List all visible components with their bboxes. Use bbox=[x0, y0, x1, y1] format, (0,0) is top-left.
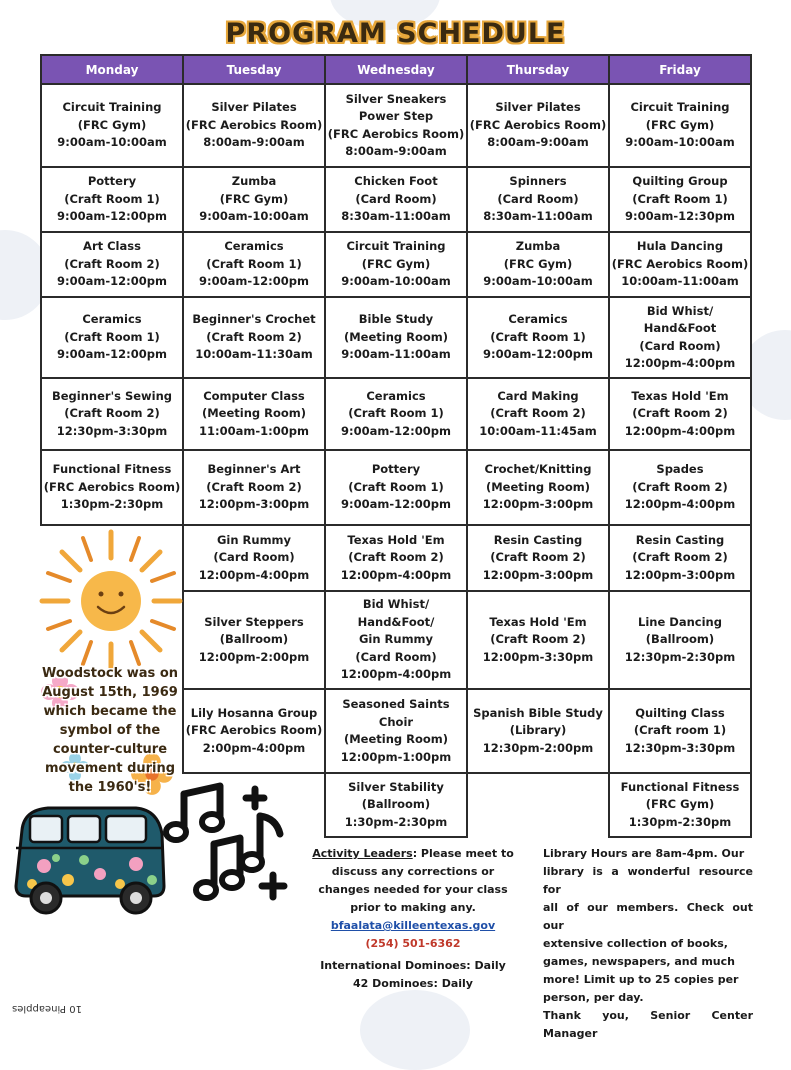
schedule-cell bbox=[466, 83, 610, 168]
woodstock-line: symbol of the bbox=[59, 723, 161, 738]
schedule-cell bbox=[608, 83, 752, 168]
class-name: Ceramics bbox=[508, 312, 568, 327]
class-time: 12:00pm-4:00pm bbox=[340, 567, 452, 582]
class-name: Gin Rummy bbox=[216, 532, 292, 547]
woodstock-line: which became the bbox=[43, 704, 177, 719]
class-room: (Craft Room 2) bbox=[206, 329, 302, 344]
class-room: (FRC Aerobics Room) bbox=[611, 256, 749, 271]
class-room: (FRC Aerobics Room) bbox=[327, 126, 465, 141]
class-time: 9:00am-12:00pm bbox=[483, 347, 593, 362]
class-room: (Craft Room 1) bbox=[348, 479, 444, 494]
class-name: Resin Casting bbox=[635, 532, 725, 547]
class-name: Quilting Class bbox=[635, 705, 725, 720]
schedule-cell bbox=[40, 166, 184, 233]
class-name: Silver Stability bbox=[348, 779, 444, 794]
schedule-cell bbox=[182, 449, 326, 526]
class-name: Card Making bbox=[497, 388, 579, 403]
dominoes-note: International Dominoes: Daily bbox=[320, 959, 506, 972]
class-room: (FRC Gym) bbox=[77, 117, 147, 132]
class-name: Lily Hosanna Group bbox=[190, 705, 318, 720]
class-name: Spades bbox=[656, 462, 704, 477]
schedule-cell bbox=[40, 83, 184, 168]
class-room: (Meeting Room) bbox=[201, 406, 307, 421]
class-room: (Card Room) bbox=[355, 191, 437, 206]
schedule-cell bbox=[608, 772, 752, 838]
note-text: changes needed for your class bbox=[318, 883, 508, 896]
class-room: (Craft Room 2) bbox=[64, 406, 160, 421]
schedule-cell bbox=[182, 377, 326, 451]
class-time: 9:00am-10:00am bbox=[625, 135, 735, 150]
class-room: (Card Room) bbox=[355, 649, 437, 664]
schedule-cell bbox=[608, 296, 752, 379]
class-name: Silver Sneakers bbox=[345, 91, 447, 106]
class-name: Texas Hold 'Em bbox=[347, 532, 445, 547]
class-room: (Library) bbox=[509, 723, 567, 738]
schedule-cell bbox=[40, 377, 184, 451]
class-room: (Craft Room 2) bbox=[632, 479, 728, 494]
class-time: 10:00am-11:30am bbox=[195, 347, 313, 362]
class-time: 8:30am-11:00am bbox=[483, 209, 593, 224]
email-link[interactable]: bfaalata@killeentexas.gov bbox=[330, 919, 496, 932]
class-time: 9:00am-10:00am bbox=[57, 135, 167, 150]
schedule-cell bbox=[324, 772, 468, 838]
class-room: (Card Room) bbox=[497, 191, 579, 206]
class-room: (FRC Aerobics Room) bbox=[185, 117, 323, 132]
class-time: 8:30am-11:00am bbox=[341, 209, 451, 224]
woodstock-line: August 15th, 1969 bbox=[42, 685, 178, 700]
class-room: (FRC Aerobics Room) bbox=[185, 723, 323, 738]
class-name: Resin Casting bbox=[493, 532, 583, 547]
day-header-wednesday: Wednesday bbox=[324, 54, 468, 85]
class-time: 12:00pm-3:00pm bbox=[482, 497, 594, 512]
day-header-thursday: Thursday bbox=[466, 54, 610, 85]
class-name: Functional Fitness bbox=[620, 779, 740, 794]
hippie-van-icon bbox=[8, 800, 170, 920]
class-time: 1:30pm-2:30pm bbox=[60, 497, 164, 512]
schedule-cell bbox=[182, 231, 326, 298]
schedule-cell bbox=[466, 524, 610, 592]
class-time: 12:00pm-4:00pm bbox=[198, 567, 310, 582]
class-name: Crochet/Knitting bbox=[484, 462, 592, 477]
schedule-cell bbox=[466, 296, 610, 379]
schedule-cell bbox=[182, 590, 326, 690]
class-room: (FRC Gym) bbox=[503, 256, 573, 271]
class-time: 1:30pm-2:30pm bbox=[628, 814, 732, 829]
schedule-cell bbox=[466, 590, 610, 690]
schedule-cell bbox=[608, 449, 752, 526]
schedule-cell bbox=[182, 166, 326, 233]
note-text: discuss any corrections or bbox=[331, 865, 495, 878]
note-text: person, per day. bbox=[543, 991, 644, 1004]
class-room: (Ballroom) bbox=[361, 797, 431, 812]
smiling-sun-icon bbox=[38, 528, 184, 674]
class-name: Quilting Group bbox=[632, 174, 728, 189]
class-room: (FRC Gym) bbox=[645, 797, 715, 812]
class-time: 9:00am-10:00am bbox=[199, 209, 309, 224]
class-room: (Meeting Room) bbox=[485, 479, 591, 494]
class-name: Silver Pilates bbox=[495, 100, 581, 115]
page-footer: 10 Pineapples bbox=[12, 1003, 82, 1014]
class-time: 9:00am-12:00pm bbox=[341, 497, 451, 512]
class-name: Chicken Foot bbox=[354, 174, 438, 189]
schedule-cell bbox=[182, 83, 326, 168]
class-name: Spinners bbox=[509, 174, 567, 189]
class-name: Art Class bbox=[83, 239, 141, 254]
class-name: Gin Rummy bbox=[358, 632, 434, 647]
note-text: prior to making any. bbox=[350, 901, 476, 914]
schedule-cell bbox=[324, 83, 468, 168]
class-time: 12:00pm-4:00pm bbox=[624, 497, 736, 512]
class-time: 12:30pm-2:00pm bbox=[482, 740, 594, 755]
note-text: library is a wonderful resource for bbox=[543, 865, 753, 896]
class-time: 9:00am-12:00pm bbox=[57, 347, 167, 362]
class-time: 12:00pm-3:00pm bbox=[482, 567, 594, 582]
class-room: (Ballroom) bbox=[645, 632, 715, 647]
note-text: Library Hours are 8am-4pm. Our bbox=[543, 847, 745, 860]
class-name: Hula Dancing bbox=[636, 239, 724, 254]
class-time: 12:00pm-4:00pm bbox=[340, 667, 452, 682]
class-time: 9:00am-12:00pm bbox=[57, 209, 167, 224]
page-title: PROGRAM SCHEDULE bbox=[225, 18, 566, 49]
class-time: 12:00pm-3:00pm bbox=[624, 567, 736, 582]
class-name: Bid Whist/ bbox=[362, 597, 430, 612]
schedule-cell bbox=[40, 231, 184, 298]
class-time: 12:00pm-4:00pm bbox=[624, 423, 736, 438]
class-room: (Craft Room 2) bbox=[348, 550, 444, 565]
class-name: Silver Pilates bbox=[211, 100, 297, 115]
class-name: Circuit Training bbox=[62, 100, 162, 115]
class-room: (Craft Room 1) bbox=[348, 406, 444, 421]
woodstock-line: the 1960's! bbox=[68, 780, 152, 795]
class-name: Hand&Foot bbox=[643, 321, 717, 335]
phone-number: (254) 501-6362 bbox=[365, 937, 461, 950]
class-room: (Craft Room 1) bbox=[64, 329, 160, 344]
music-notes-icon bbox=[162, 778, 307, 918]
schedule-cell bbox=[324, 377, 468, 451]
class-time: 12:00pm-3:00pm bbox=[198, 497, 310, 512]
class-time: 9:00am-12:00pm bbox=[199, 274, 309, 289]
class-time: 9:00am-10:00am bbox=[341, 274, 451, 289]
class-name: Computer Class bbox=[203, 388, 305, 403]
schedule-cell bbox=[324, 231, 468, 298]
schedule-cell bbox=[608, 377, 752, 451]
class-name: Pottery bbox=[371, 462, 421, 477]
class-name: Power Step bbox=[358, 109, 434, 123]
class-time: 8:00am-9:00am bbox=[345, 144, 447, 158]
class-time: 9:00am-10:00am bbox=[483, 274, 593, 289]
woodstock-line: Woodstock was on bbox=[41, 666, 179, 681]
schedule-cell bbox=[182, 524, 326, 592]
class-room: (Ballroom) bbox=[219, 632, 289, 647]
class-name: Circuit Training bbox=[346, 239, 446, 254]
class-name: Bid Whist/ bbox=[646, 303, 714, 318]
class-time: 9:00am-12:00pm bbox=[341, 423, 451, 438]
class-name: Silver Steppers bbox=[204, 614, 304, 629]
class-time: 12:30pm-2:30pm bbox=[624, 649, 736, 664]
schedule-cell bbox=[40, 296, 184, 379]
day-header-friday: Friday bbox=[608, 54, 752, 85]
class-time: 8:00am-9:00am bbox=[487, 135, 589, 150]
class-room: (Craft Room 2) bbox=[206, 479, 302, 494]
class-room: (FRC Gym) bbox=[361, 256, 431, 271]
class-room: (Craft room 1) bbox=[633, 723, 727, 738]
class-room: (FRC Aerobics Room) bbox=[43, 479, 181, 494]
class-time: 9:00am-12:30pm bbox=[625, 209, 735, 224]
schedule-cell bbox=[466, 231, 610, 298]
library-note bbox=[543, 845, 753, 1043]
class-time: 9:00am-11:00am bbox=[341, 347, 451, 362]
class-name: Spanish Bible Study bbox=[473, 705, 603, 720]
class-name: Texas Hold 'Em bbox=[489, 614, 587, 629]
schedule-cell bbox=[466, 688, 610, 774]
class-time: 12:00pm-2:00pm bbox=[198, 649, 310, 664]
schedule-cell bbox=[608, 231, 752, 298]
dominoes-note: 42 Dominoes: Daily bbox=[353, 977, 473, 990]
class-room: (Craft Room 2) bbox=[632, 406, 728, 421]
class-name: Choir bbox=[378, 714, 414, 729]
class-name: Beginner's Art bbox=[207, 462, 301, 477]
class-time: 12:30pm-3:30pm bbox=[624, 740, 736, 755]
class-room: (Craft Room 2) bbox=[490, 632, 586, 647]
schedule-cell bbox=[608, 524, 752, 592]
schedule-cell bbox=[40, 449, 184, 526]
class-time: 8:00am-9:00am bbox=[203, 135, 305, 150]
schedule-cell bbox=[324, 590, 468, 690]
woodstock-line: movement during bbox=[44, 761, 176, 776]
class-name: Line Dancing bbox=[638, 614, 722, 629]
class-time: 9:00am-12:00pm bbox=[57, 274, 167, 289]
note-text: more! Limit up to 25 copies per bbox=[543, 973, 739, 986]
class-name: Seasoned Saints bbox=[342, 697, 450, 711]
schedule-cell bbox=[466, 449, 610, 526]
background-sun-decoration bbox=[360, 990, 470, 1070]
schedule-cell bbox=[324, 688, 468, 774]
class-room: (Craft Room 2) bbox=[490, 406, 586, 421]
activity-leaders-label: Activity Leaders bbox=[312, 847, 413, 860]
schedule-cell bbox=[608, 166, 752, 233]
schedule-cell bbox=[324, 296, 468, 379]
class-name: Hand&Foot/ bbox=[357, 614, 435, 629]
class-room: (FRC Aerobics Room) bbox=[469, 117, 607, 132]
class-name: Functional Fitness bbox=[52, 462, 172, 477]
schedule-cell bbox=[182, 296, 326, 379]
schedule-cell bbox=[324, 166, 468, 233]
class-time: 12:30pm-3:30pm bbox=[56, 423, 168, 438]
class-room: (Meeting Room) bbox=[343, 329, 449, 344]
class-time: 1:30pm-2:30pm bbox=[344, 814, 448, 829]
day-header-tuesday: Tuesday bbox=[182, 54, 326, 85]
schedule-cell bbox=[466, 377, 610, 451]
class-room: (Craft Room 2) bbox=[490, 550, 586, 565]
class-name: Ceramics bbox=[224, 239, 284, 254]
schedule-cell bbox=[608, 590, 752, 690]
activity-leaders-note bbox=[308, 845, 518, 993]
class-room: (FRC Gym) bbox=[645, 117, 715, 132]
schedule-cell bbox=[466, 166, 610, 233]
class-name: Ceramics bbox=[366, 388, 426, 403]
schedule-cell bbox=[324, 449, 468, 526]
class-name: Zumba bbox=[515, 239, 561, 254]
note-text: games, newspapers, and much bbox=[543, 955, 735, 968]
class-room: (Craft Room 1) bbox=[490, 329, 586, 344]
class-time: 10:00am-11:45am bbox=[479, 423, 597, 438]
class-time: 12:00pm-1:00pm bbox=[340, 749, 452, 764]
class-time: 12:00pm-4:00pm bbox=[624, 356, 736, 370]
class-time: 10:00am-11:00am bbox=[621, 274, 739, 289]
class-name: Beginner's Sewing bbox=[51, 388, 173, 403]
class-room: (Card Room) bbox=[639, 338, 721, 353]
schedule-cell bbox=[608, 688, 752, 774]
class-room: (Meeting Room) bbox=[343, 732, 449, 746]
schedule-cell bbox=[182, 688, 326, 774]
class-room: (Craft Room 1) bbox=[206, 256, 302, 271]
class-time: 11:00am-1:00pm bbox=[199, 423, 309, 438]
class-name: Ceramics bbox=[82, 312, 142, 327]
class-room: (Craft Room 2) bbox=[632, 550, 728, 565]
class-name: Texas Hold 'Em bbox=[631, 388, 729, 403]
class-time: 2:00pm-4:00pm bbox=[202, 740, 306, 755]
class-room: (Craft Room 2) bbox=[64, 256, 160, 271]
class-name: Pottery bbox=[87, 174, 137, 189]
class-name: Circuit Training bbox=[630, 100, 730, 115]
signature: Thank you, Senior Center Manager bbox=[543, 1009, 753, 1040]
class-name: Beginner's Crochet bbox=[192, 312, 316, 327]
note-text: extensive collection of books, bbox=[543, 937, 728, 950]
schedule-cell bbox=[324, 524, 468, 592]
class-room: (FRC Gym) bbox=[219, 191, 289, 206]
class-name: Zumba bbox=[231, 174, 277, 189]
class-room: (Craft Room 1) bbox=[632, 191, 728, 206]
class-room: (Craft Room 1) bbox=[64, 191, 160, 206]
note-text: all of our members. Check out our bbox=[543, 901, 753, 932]
note-text: : Please meet to bbox=[412, 847, 514, 860]
woodstock-line: counter-culture bbox=[52, 742, 168, 757]
day-header-monday: Monday bbox=[40, 54, 184, 85]
class-name: Bible Study bbox=[358, 312, 434, 327]
class-room: (Card Room) bbox=[213, 550, 295, 565]
class-time: 12:00pm-3:30pm bbox=[482, 649, 594, 664]
